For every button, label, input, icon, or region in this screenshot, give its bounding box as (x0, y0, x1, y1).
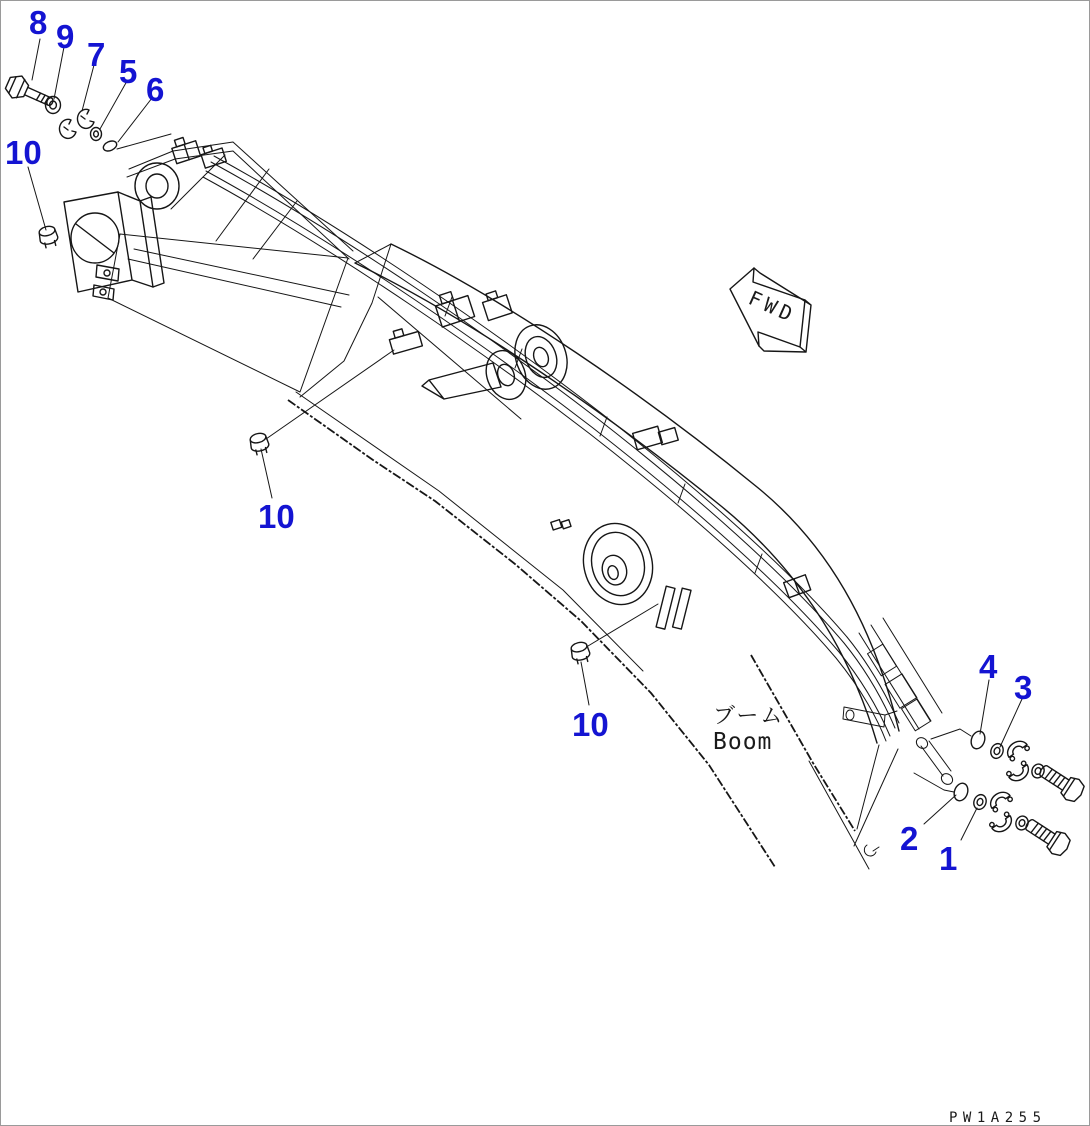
callout-5: 5 (119, 53, 138, 90)
cylinder-boss-pair (422, 317, 576, 405)
oring-part-3 (989, 742, 1005, 760)
hydraulic-pipes (203, 156, 899, 741)
callout-2: 2 (900, 820, 919, 857)
callout-3: 3 (1014, 669, 1033, 706)
callout-10a: 10 (5, 134, 42, 171)
boom-label-japanese: ブーム (713, 704, 785, 729)
drawing-code: PW1A255 (949, 1110, 1047, 1126)
mount-strips (656, 584, 691, 633)
small-fitting (551, 517, 571, 532)
pipe-clamp-mid-4 (784, 575, 811, 598)
snap-clip-parts (59, 109, 94, 138)
boom-tip-boss (135, 163, 179, 209)
plug-part-b (248, 432, 270, 456)
callout-8: 8 (29, 4, 48, 41)
callout-6: 6 (146, 71, 165, 108)
oval-washer-part (102, 139, 118, 153)
boom-tip-truss (127, 142, 353, 307)
fwd-label: FWD (744, 285, 801, 328)
callout-4: 4 (979, 648, 998, 685)
callout-1: 1 (939, 840, 958, 877)
pipe-clamp-small (387, 325, 422, 354)
boom-cylinder-boss (575, 516, 662, 613)
bolt-part (3, 72, 57, 114)
split-flange-lower (987, 788, 1030, 836)
pipe-clamp-mid-1 (433, 287, 475, 327)
split-flange-upper (1004, 737, 1046, 785)
flange-bolt-lower (1021, 813, 1073, 859)
boom-tip-panel (108, 234, 348, 392)
plug-part-a (37, 225, 59, 249)
callout-10b: 10 (258, 498, 295, 535)
boom-parts-diagram (1, 1, 1090, 1126)
oring-part-4 (969, 729, 987, 750)
boom-label-english: Boom (713, 729, 773, 755)
oring-part-2 (952, 781, 970, 802)
callout-10c: 10 (572, 706, 609, 743)
callout-7: 7 (87, 36, 106, 73)
pipe-clamp-mid-3 (633, 422, 679, 452)
callout-9: 9 (56, 18, 75, 55)
oring-part-1 (972, 793, 988, 811)
pipe-clamp-mid-2 (480, 288, 512, 320)
plug-part-c (569, 641, 591, 665)
